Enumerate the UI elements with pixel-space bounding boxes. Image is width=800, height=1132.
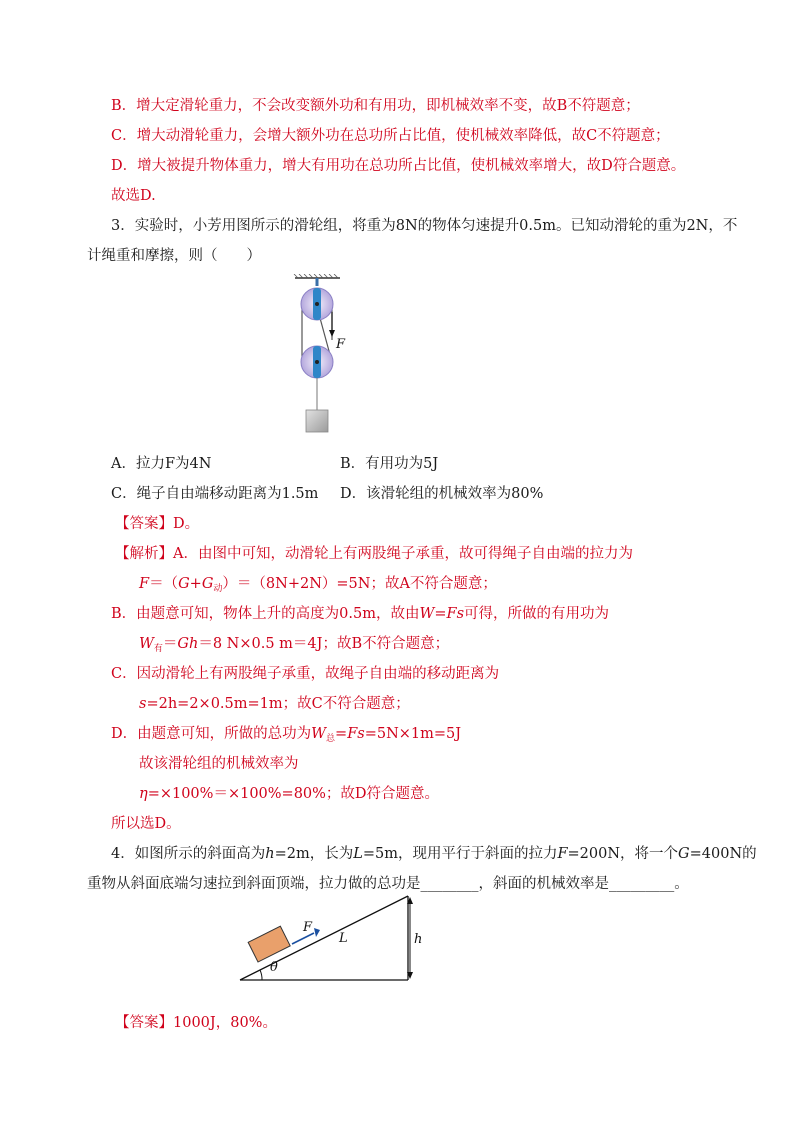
q3-analysis-b-formula: $W_有=Gh=8$ N×0.5 m＝4J；故B不符合题意； xyxy=(139,636,450,654)
q3-option-c: C．绳子自由端移动距离为1.5m xyxy=(111,486,319,502)
q3-analysis-a: 【解析】A．由图中可知，动滑轮上有两股绳子承重，故可得绳子自由端的拉力为 xyxy=(115,546,633,562)
prev-analysis-d: D．增大被提升物体重力，增大有用功在总功所占比值，使机械效率增大，故D符合题意。 xyxy=(111,158,686,174)
q3-answer: 【答案】D。 xyxy=(115,516,200,532)
q3-analysis-c: C．因动滑轮上有两股绳子承重，故绳子自由端的移动距离为 xyxy=(111,666,500,682)
q3-option-a: A．拉力F为4N xyxy=(111,456,212,472)
q3-analysis-b: B．由题意可知，物体上升的高度为0.5m，故由W=Fs可得，所做的有用功为 xyxy=(111,606,610,622)
incline-figure xyxy=(230,890,430,986)
q3-conclusion: 所以选D。 xyxy=(111,816,181,832)
q3-analysis-c-formula: s=2h=2×0.5m=1m；故C不符合题意； xyxy=(139,696,410,712)
q3-stem-line1: 3．实验时，小芳用图所示的滑轮组，将重为8N的物体匀速提升0.5m。已知动滑轮的重为2N，不 xyxy=(111,218,738,234)
q4-stem-line1: 4．如图所示的斜面高为h=2m，长为L=5m，现用平行于斜面的拉力F=200N，将一个G=400N的 xyxy=(111,846,757,862)
incline-label-theta: θ xyxy=(270,960,278,975)
q3-analysis-d-line2: 故该滑轮组的机械效率为 xyxy=(139,756,299,772)
prev-analysis-b: B．增大定滑轮重力，不会改变额外功和有用功，即机械效率不变，故B不符题意； xyxy=(111,98,640,114)
q3-analysis-d-line3: η=×100%＝×100%=80%；故D符合题意。 xyxy=(139,786,440,802)
prev-analysis-c: C．增大动滑轮重力，会增大额外功在总功所占比值，使机械效率降低，故C不符题意； xyxy=(111,128,670,144)
pulley-label-f: F xyxy=(336,337,346,352)
q4-stem-line2: 重物从斜面底端匀速拉到斜面顶端，拉力做的总功是________，斜面的机械效率是_________。 xyxy=(87,876,689,892)
prev-conclusion: 故选D. xyxy=(111,188,156,204)
q3-option-b: B．有用功为5J xyxy=(340,456,439,472)
q3-stem-line2: 计绳重和摩擦，则（ ） xyxy=(87,248,261,264)
q3-analysis-a-formula: $F=(G+G_动)=(8N+2N)=5N$；故A不符合题意； xyxy=(139,576,497,594)
q3-option-d: D．该滑轮组的机械效率为80% xyxy=(340,486,544,502)
incline-label-l: L xyxy=(339,931,348,946)
incline-label-f: F xyxy=(303,920,313,935)
q3-analysis-d: D．由题意可知，所做的总功为$W_总=Fs=5N\times 1m=5J$ xyxy=(111,726,462,744)
incline-label-h: h xyxy=(414,932,423,947)
q4-answer: 【答案】1000J，80%。 xyxy=(115,1015,277,1031)
